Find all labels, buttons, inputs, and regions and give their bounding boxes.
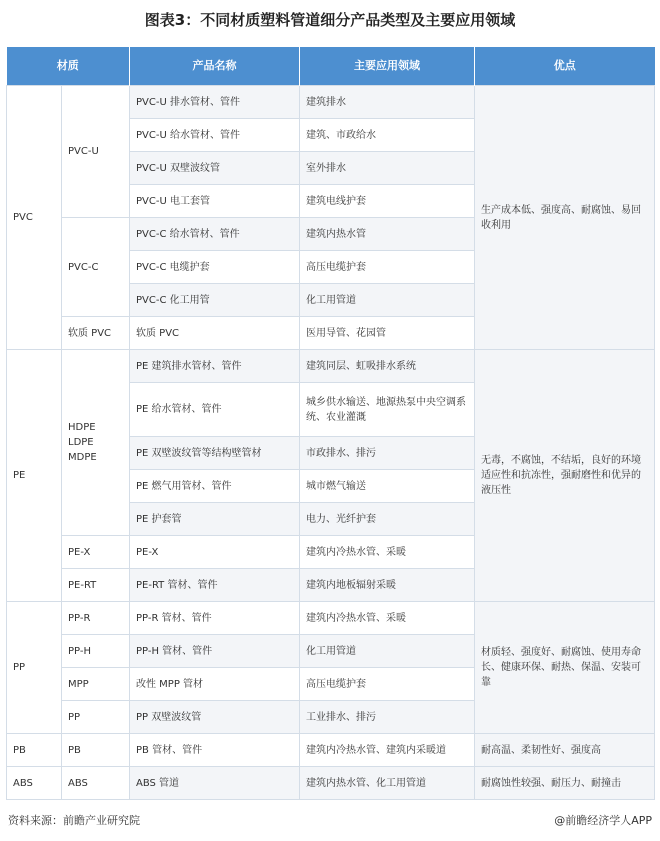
application-cell: 建筑、市政给水 bbox=[300, 119, 475, 152]
header-application: 主要应用领域 bbox=[300, 47, 475, 86]
product-cell: PE 双壁波纹管等结构壁管材 bbox=[130, 437, 300, 470]
brand-note: @前瞻经济学人APP bbox=[554, 814, 652, 827]
subtype-cell: PP-H bbox=[62, 635, 130, 668]
application-cell: 建筑内地板辐射采暖 bbox=[300, 569, 475, 602]
advantage-cell: 无毒，不腐蚀，不结垢，良好的环境适应性和抗冻性，强耐磨性和优异的液压性 bbox=[475, 350, 655, 602]
application-cell: 城市燃气输送 bbox=[300, 470, 475, 503]
advantage-cell: 材质轻、强度好、耐腐蚀、使用寿命长、健康环保、耐热、保温、安装可靠 bbox=[475, 602, 655, 734]
application-cell: 建筑排水 bbox=[300, 86, 475, 119]
material-cell: PE bbox=[7, 350, 62, 602]
product-cell: PVC-U 排水管材、管件 bbox=[130, 86, 300, 119]
advantage-cell: 耐高温、柔韧性好、强度高 bbox=[475, 734, 655, 767]
material-cell: PVC bbox=[7, 86, 62, 350]
product-cell: 软质 PVC bbox=[130, 317, 300, 350]
application-cell: 电力、光纤护套 bbox=[300, 503, 475, 536]
product-cell: PE 护套管 bbox=[130, 503, 300, 536]
subtype-cell: PP bbox=[62, 701, 130, 734]
table-row bbox=[7, 734, 655, 767]
product-cell: PVC-U 电工套管 bbox=[130, 185, 300, 218]
product-cell: PE 给水管材、管件 bbox=[130, 383, 300, 437]
application-cell: 建筑电线护套 bbox=[300, 185, 475, 218]
header-advantage: 优点 bbox=[475, 47, 655, 86]
product-cell: PVC-U 给水管材、管件 bbox=[130, 119, 300, 152]
product-cell: PB 管材、管件 bbox=[130, 734, 300, 767]
product-cell: PVC-U 双壁波纹管 bbox=[130, 152, 300, 185]
subtype-cell: MPP bbox=[62, 668, 130, 701]
subtype-cell: PE-RT bbox=[62, 569, 130, 602]
application-cell: 城乡供水输送、地源热泵中央空调系统、农业灌溉 bbox=[300, 383, 475, 437]
source-note: 资料来源：前瞻产业研究院 bbox=[8, 814, 140, 827]
header-product: 产品名称 bbox=[130, 47, 300, 86]
header-material: 材质 bbox=[7, 47, 130, 86]
product-cell: PE 建筑排水管材、管件 bbox=[130, 350, 300, 383]
table-row bbox=[7, 602, 655, 635]
application-cell: 建筑同层、虹吸排水系统 bbox=[300, 350, 475, 383]
application-cell: 医用导管、花园管 bbox=[300, 317, 475, 350]
application-cell: 建筑内冷热水管、采暖 bbox=[300, 602, 475, 635]
product-cell: PP 双壁波纹管 bbox=[130, 701, 300, 734]
application-cell: 室外排水 bbox=[300, 152, 475, 185]
table-row bbox=[7, 767, 655, 800]
material-cell: ABS bbox=[7, 767, 62, 800]
product-cell: PVC-C 化工用管 bbox=[130, 284, 300, 317]
application-cell: 建筑内冷热水管、采暖 bbox=[300, 536, 475, 569]
product-cell: PVC-C 电缆护套 bbox=[130, 251, 300, 284]
product-cell: PE-RT 管材、管件 bbox=[130, 569, 300, 602]
subtype-cell: PVC-C bbox=[62, 218, 130, 317]
advantage-cell: 生产成本低、强度高、耐腐蚀、易回收利用 bbox=[475, 86, 655, 350]
subtype-cell: PP-R bbox=[62, 602, 130, 635]
subtype-cell: ABS bbox=[62, 767, 130, 800]
table-row bbox=[7, 86, 655, 119]
application-cell: 化工用管道 bbox=[300, 635, 475, 668]
product-cell: PE-X bbox=[130, 536, 300, 569]
page-title: 图表3：不同材质塑料管道细分产品类型及主要应用领域 bbox=[144, 11, 516, 29]
subtype-cell: PB bbox=[62, 734, 130, 767]
application-cell: 建筑内冷热水管、建筑内采暖道 bbox=[300, 734, 475, 767]
product-cell: 改性 MPP 管材 bbox=[130, 668, 300, 701]
application-cell: 工业排水、排污 bbox=[300, 701, 475, 734]
application-cell: 化工用管道 bbox=[300, 284, 475, 317]
product-cell: ABS 管道 bbox=[130, 767, 300, 800]
product-cell: PVC-C 给水管材、管件 bbox=[130, 218, 300, 251]
subtype-cell: HDPE LDPE MDPE bbox=[62, 350, 130, 536]
subtype-cell: PE-X bbox=[62, 536, 130, 569]
table-header bbox=[7, 47, 655, 86]
advantage-cell: 耐腐蚀性较强、耐压力、耐撞击 bbox=[475, 767, 655, 800]
material-cell: PP bbox=[7, 602, 62, 734]
subtype-cell: 软质 PVC bbox=[62, 317, 130, 350]
application-cell: 高压电缆护套 bbox=[300, 668, 475, 701]
application-cell: 建筑内热水管、化工用管道 bbox=[300, 767, 475, 800]
product-cell: PP-R 管材、管件 bbox=[130, 602, 300, 635]
application-cell: 建筑内热水管 bbox=[300, 218, 475, 251]
product-cell: PP-H 管材、管件 bbox=[130, 635, 300, 668]
table-row bbox=[7, 350, 655, 383]
product-cell: PE 燃气用管材、管件 bbox=[130, 470, 300, 503]
application-cell: 市政排水、排污 bbox=[300, 437, 475, 470]
subtype-cell: PVC-U bbox=[62, 86, 130, 218]
material-cell: PB bbox=[7, 734, 62, 767]
application-cell: 高压电缆护套 bbox=[300, 251, 475, 284]
pipe-table bbox=[6, 47, 655, 800]
